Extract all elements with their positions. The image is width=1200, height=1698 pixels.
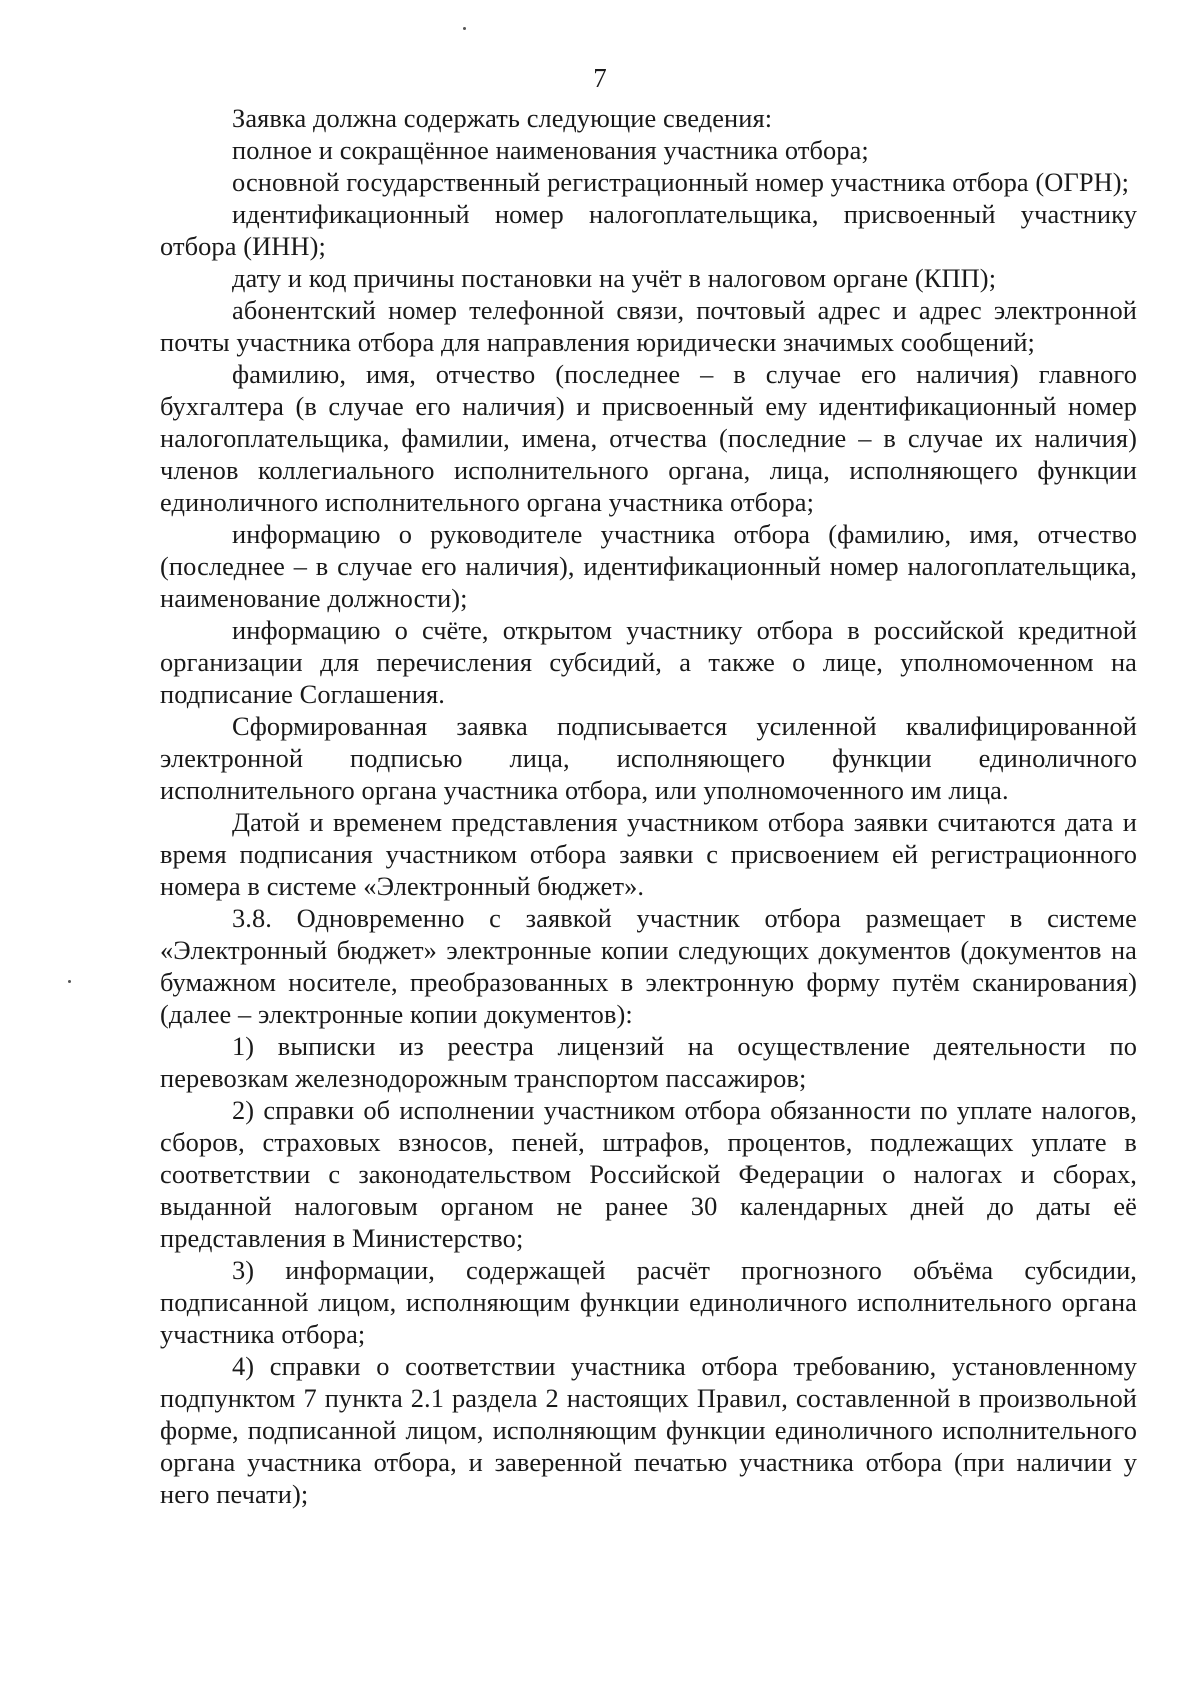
scan-speck xyxy=(463,27,466,30)
list-item-3-subsidy-calculation: 3) информации, содержащей расчёт прогнозного объёма субсидии, подписанной лицом, исполняющим функции единоличного исполнительного органа участника отбора; xyxy=(160,1255,1137,1349)
paragraph-bank-account: информацию о счёте, открытом участнику отбора в российской кредитной организации для перечисления субсидий, а также о лице, уполномоченном на подписание Соглашения. xyxy=(160,615,1137,709)
paragraph-ogrn: основной государственный регистрационный номер участника отбора (ОГРН); xyxy=(232,167,1130,197)
list-item-1-license-extract: 1) выписки из реестра лицензий на осуществление деятельности по перевозкам железнодорожным транспортом пассажиров; xyxy=(160,1031,1137,1093)
paragraph-director: информацию о руководителе участника отбора (фамилию, имя, отчество (последнее – в случае его наличия), идентификационный номер налогоплательщика, наименование должности); xyxy=(160,519,1137,613)
paragraph-section-3-8: 3.8. Одновременно с заявкой участник отбора размещает в системе «Электронный бюджет» электронные копии следующих документов (документов на бумажном носителе, преобразованных в электронную форму путём сканирования) (далее – электронные копии документов): xyxy=(160,903,1137,1029)
page-number: 7 xyxy=(593,63,607,93)
scan-speck xyxy=(68,980,71,983)
paragraph-signature: Сформированная заявка подписывается усиленной квалифицированной электронной подписью лица, исполняющего функции единоличного исполнительного органа участника отбора, или уполномоченного им лица. xyxy=(160,711,1137,805)
list-item-4-compliance-certificate: 4) справки о соответствии участника отбора требованию, установленному подпунктом 7 пункта 2.1 раздела 2 настоящих Правил, составленной в произвольной форме, подписанной лицом, исполняющим функции единоличного исполнительного органа участника отбора, и заверенной печатью участника отбора (при наличии у него печати); xyxy=(160,1351,1137,1509)
paragraph-contacts: абонентский номер телефонной связи, почтовый адрес и адрес электронной почты участника отбора для направления юридически значимых сообщений; xyxy=(160,295,1137,357)
document-body xyxy=(160,102,1137,1510)
paragraph-inn: идентификационный номер налогоплательщика, присвоенный участнику отбора (ИНН); xyxy=(160,199,1137,261)
list-item-2-tax-certificate: 2) справки об исполнении участником отбора обязанности по уплате налогов, сборов, страховых взносов, пеней, штрафов, процентов, подлежащих уплате в соответствии с законодательством Российской Федерации о налогах и сборах, выданной налоговым органом не ранее 30 календарных дней до даты её представления в Министерство; xyxy=(160,1095,1137,1253)
paragraph-kpp: дату и код причины постановки на учёт в налоговом органе (КПП); xyxy=(232,263,997,293)
paragraph-application-requirements: Заявка должна содержать следующие сведения: xyxy=(232,103,773,133)
paragraph-submission-date: Датой и временем представления участником отбора заявки считаются дата и время подписания участником отбора заявки с присвоением ей регистрационного номера в системе «Электронный бюджет». xyxy=(160,807,1137,901)
paragraph-full-name: полное и сокращённое наименования участника отбора; xyxy=(232,135,869,165)
paragraph-accountant: фамилию, имя, отчество (последнее – в случае его наличия) главного бухгалтера (в случае его наличия) и присвоенный ему идентификационный номер налогоплательщика, фамилии, имена, отчества (последние – в случае их наличия) членов коллегиального исполнительного органа, лица, исполняющего функции единоличного исполнительного органа участника отбора; xyxy=(160,359,1137,517)
